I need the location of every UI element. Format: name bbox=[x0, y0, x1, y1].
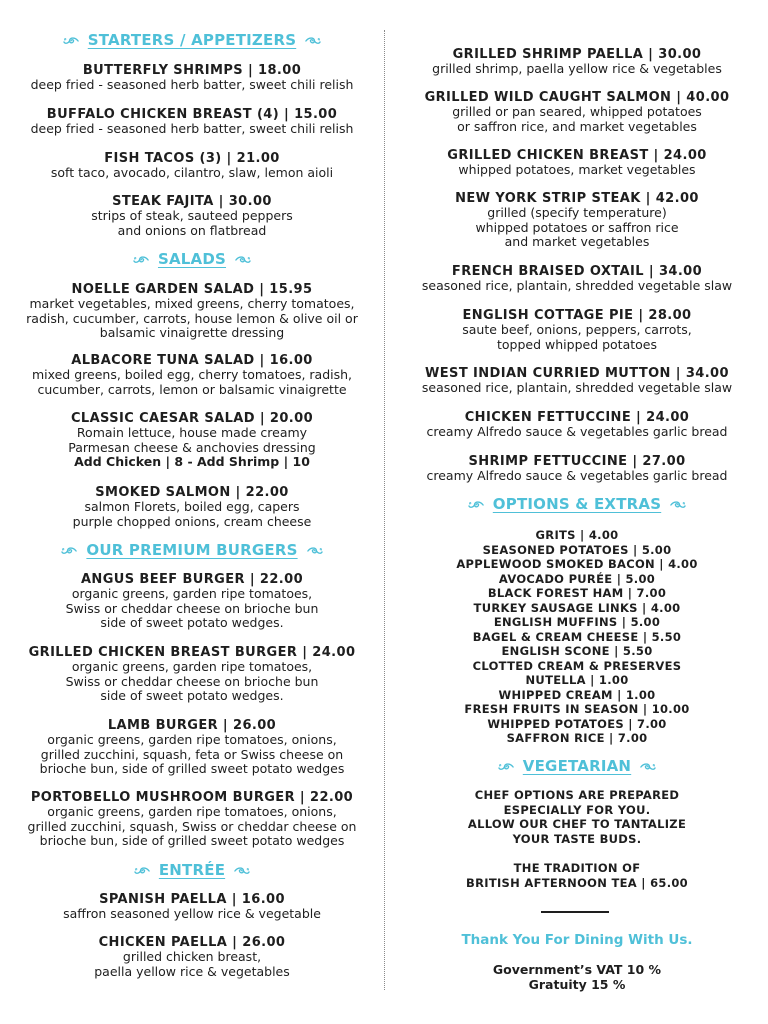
item-description: creamy Alfredo sauce & vegetables garlic bread bbox=[426, 468, 728, 483]
item-addon: Add Chicken | 8 - Add Shrimp | 10 bbox=[74, 454, 310, 469]
flourish-left-icon bbox=[134, 866, 151, 876]
menu-item bbox=[386, 454, 768, 484]
menu-item bbox=[0, 718, 384, 777]
item-description: cucumber, carrots, lemon or balsamic vinaigrette bbox=[37, 381, 347, 397]
menu-item bbox=[386, 90, 768, 134]
menu-item bbox=[0, 572, 384, 631]
item-description: grilled chicken breast, bbox=[122, 949, 262, 964]
item-description: deep fried - seasoned herb batter, sweet chili relish bbox=[30, 121, 354, 136]
item-description: brioche bun, side of grilled sweet potato wedges bbox=[39, 833, 345, 848]
menu-item bbox=[0, 282, 384, 341]
item-description: grilled shrimp, paella yellow rice & vegetables bbox=[432, 61, 722, 76]
menu-item bbox=[0, 485, 384, 529]
extra-item: AVOCADO PURÉE | 5.00 bbox=[498, 571, 656, 586]
flourish-right-icon bbox=[669, 500, 686, 510]
section-heading-vegetarian bbox=[386, 757, 768, 775]
menu-item bbox=[386, 191, 768, 250]
item-description: grilled zucchini, squash, Swiss or cheddar cheese on bbox=[27, 818, 357, 834]
item-name: GRILLED CHICKEN BREAST | 24.00 bbox=[447, 148, 707, 163]
item-name: ALBACORE TUNA SALAD | 16.00 bbox=[71, 353, 313, 368]
section-heading-options bbox=[386, 495, 768, 513]
menu-item bbox=[386, 366, 768, 396]
item-name: LAMB BURGER | 26.00 bbox=[107, 718, 277, 733]
item-description: soft taco, avocado, cilantro, slaw, lemon aioli bbox=[50, 165, 334, 180]
extra-item: WHIPPED POTATOES | 7.00 bbox=[487, 716, 667, 731]
afternoon-tea: THE TRADITION OF bbox=[513, 861, 641, 875]
item-name: FRENCH BRAISED OXTAIL | 34.00 bbox=[451, 264, 703, 279]
vegetarian-note: ALLOW OUR CHEF TO TANTALIZE bbox=[467, 817, 687, 831]
column-divider bbox=[384, 30, 385, 990]
section-heading-salads bbox=[0, 250, 384, 268]
thank-you-message: Thank You For Dining With Us. bbox=[461, 932, 693, 948]
item-name: SHRIMP FETTUCCINE | 27.00 bbox=[468, 454, 686, 469]
menu-item bbox=[386, 410, 768, 440]
item-description: saffron seasoned yellow rice & vegetable bbox=[63, 906, 321, 921]
afternoon-tea: BRITISH AFTERNOON TEA | 65.00 bbox=[466, 875, 688, 890]
tax-line: Gratuity 15 % bbox=[528, 977, 626, 992]
divider-rule bbox=[541, 911, 609, 913]
menu-item bbox=[0, 935, 384, 979]
item-description: paella yellow rice & vegetables bbox=[94, 963, 290, 979]
item-name: BUFFALO CHICKEN BREAST (4) | 15.00 bbox=[46, 107, 338, 122]
item-description: and onions on flatbread bbox=[117, 222, 267, 238]
menu-item bbox=[0, 194, 384, 238]
item-description: grilled (specify temperature) bbox=[487, 205, 667, 220]
section-title: VEGETARIAN bbox=[522, 757, 632, 775]
menu-item bbox=[0, 892, 384, 922]
item-description: organic greens, garden ripe tomatoes, onions, bbox=[47, 732, 337, 747]
item-description: organic greens, garden ripe tomatoes, bbox=[71, 659, 313, 674]
menu-item bbox=[386, 264, 768, 294]
flourish-left-icon bbox=[468, 500, 485, 510]
section-heading-burgers bbox=[0, 541, 384, 559]
item-description: topped whipped potatoes bbox=[497, 336, 657, 352]
item-description: radish, cucumber, carrots, house lemon & olive oil or bbox=[26, 310, 358, 326]
item-name: NOELLE GARDEN SALAD | 15.95 bbox=[71, 282, 313, 297]
flourish-left-icon bbox=[498, 762, 515, 772]
section-title: SALADS bbox=[157, 250, 227, 268]
item-description: balsamic vinaigrette dressing bbox=[99, 325, 285, 340]
flourish-right-icon bbox=[304, 36, 321, 46]
item-name: NEW YORK STRIP STEAK | 42.00 bbox=[455, 191, 699, 206]
item-name: GRILLED CHICKEN BREAST BURGER | 24.00 bbox=[28, 645, 356, 660]
extra-item: BLACK FOREST HAM | 7.00 bbox=[487, 586, 667, 600]
section-title: OPTIONS & EXTRAS bbox=[492, 495, 662, 513]
item-name: WEST INDIAN CURRIED MUTTON | 34.00 bbox=[425, 366, 729, 381]
extra-item: SAFFRON RICE | 7.00 bbox=[506, 731, 648, 745]
menu-item bbox=[386, 308, 768, 352]
item-description: salmon Florets, boiled egg, capers bbox=[84, 499, 300, 514]
section-heading-starters bbox=[0, 31, 384, 49]
item-description: Romain lettuce, house made creamy bbox=[76, 425, 308, 440]
flourish-left-icon bbox=[61, 546, 78, 556]
item-name: ANGUS BEEF BURGER | 22.00 bbox=[80, 572, 304, 587]
flourish-right-icon bbox=[233, 866, 250, 876]
extra-item: ENGLISH SCONE | 5.50 bbox=[501, 644, 653, 658]
flourish-right-icon bbox=[234, 255, 251, 265]
item-description: market vegetables, mixed greens, cherry tomatoes, bbox=[29, 296, 355, 311]
item-description: whipped potatoes, market vegetables bbox=[458, 162, 696, 177]
item-description: seasoned rice, plantain, shredded vegetable slaw bbox=[421, 278, 733, 293]
item-description: strips of steak, sauteed peppers bbox=[91, 208, 293, 223]
item-description: mixed greens, boiled egg, cherry tomatoes, radish, bbox=[31, 367, 353, 382]
extra-item: GRITS | 4.00 bbox=[535, 528, 619, 542]
extra-item: CLOTTED CREAM & PRESERVES bbox=[472, 658, 682, 673]
item-description: and market vegetables bbox=[504, 234, 650, 249]
item-description: grilled or pan seared, whipped potatoes bbox=[452, 104, 702, 119]
flourish-left-icon bbox=[133, 255, 150, 265]
item-name: CHICKEN FETTUCCINE | 24.00 bbox=[464, 410, 690, 425]
item-name: CLASSIC CAESAR SALAD | 20.00 bbox=[70, 411, 314, 426]
section-title: ENTRÉE bbox=[158, 861, 226, 879]
menu-item bbox=[0, 107, 384, 137]
item-description: Swiss or cheddar cheese on brioche bun bbox=[65, 673, 319, 689]
item-description: grilled zucchini, squash, feta or Swiss cheese on bbox=[40, 746, 344, 762]
extra-item: WHIPPED CREAM | 1.00 bbox=[498, 687, 656, 702]
vegetarian-note: ESPECIALLY FOR YOU. bbox=[503, 802, 651, 817]
section-title: OUR PREMIUM BURGERS bbox=[86, 541, 298, 559]
flourish-right-icon bbox=[639, 762, 656, 772]
item-description: Swiss or cheddar cheese on brioche bun bbox=[65, 600, 319, 616]
flourish-left-icon bbox=[63, 36, 80, 46]
menu-item bbox=[0, 645, 384, 704]
extra-item: ENGLISH MUFFINS | 5.00 bbox=[493, 615, 661, 629]
item-description: Parmesan cheese & anchovies dressing bbox=[68, 439, 316, 455]
vegetarian-note: YOUR TASTE BUDS. bbox=[512, 831, 642, 846]
extra-item: NUTELLA | 1.00 bbox=[525, 673, 629, 687]
item-name: GRILLED WILD CAUGHT SALMON | 40.00 bbox=[424, 90, 730, 105]
item-description: brioche bun, side of grilled sweet potato wedges bbox=[39, 761, 345, 776]
extra-item: BAGEL & CREAM CHEESE | 5.50 bbox=[472, 629, 682, 644]
item-name: ENGLISH COTTAGE PIE | 28.00 bbox=[462, 308, 692, 323]
item-description: seasoned rice, plantain, shredded vegetable slaw bbox=[421, 380, 733, 395]
item-name: GRILLED SHRIMP PAELLA | 30.00 bbox=[452, 47, 702, 62]
extra-item: APPLEWOOD SMOKED BACON | 4.00 bbox=[456, 557, 698, 571]
menu-item bbox=[0, 63, 384, 93]
item-name: STEAK FAJITA | 30.00 bbox=[112, 194, 272, 209]
item-description: side of sweet potato wedges. bbox=[100, 615, 284, 630]
item-name: PORTOBELLO MUSHROOM BURGER | 22.00 bbox=[30, 790, 354, 805]
extra-item: TURKEY SAUSAGE LINKS | 4.00 bbox=[473, 600, 681, 615]
menu-item bbox=[0, 790, 384, 849]
menu-item bbox=[386, 47, 768, 77]
item-name: SMOKED SALMON | 22.00 bbox=[95, 485, 289, 500]
item-description: saute beef, onions, peppers, carrots, bbox=[462, 322, 692, 337]
item-name: FISH TACOS (3) | 21.00 bbox=[104, 151, 280, 166]
menu-item bbox=[386, 148, 768, 178]
section-heading-entree bbox=[0, 861, 384, 879]
item-description: organic greens, garden ripe tomatoes, bbox=[71, 586, 313, 601]
item-name: CHICKEN PAELLA | 26.00 bbox=[98, 935, 286, 950]
menu-item bbox=[0, 151, 384, 181]
extra-item: SEASONED POTATOES | 5.00 bbox=[482, 542, 672, 557]
menu-item bbox=[0, 353, 384, 397]
vegetarian-note: CHEF OPTIONS ARE PREPARED bbox=[474, 788, 680, 802]
flourish-right-icon bbox=[306, 546, 323, 556]
tax-line: Government’s VAT 10 % bbox=[492, 962, 662, 977]
item-description: deep fried - seasoned herb batter, sweet chili relish bbox=[30, 77, 354, 92]
item-name: SPANISH PAELLA | 16.00 bbox=[99, 892, 285, 907]
item-description: creamy Alfredo sauce & vegetables garlic bread bbox=[426, 424, 728, 439]
item-description: or saffron rice, and market vegetables bbox=[457, 118, 697, 134]
item-description: organic greens, garden ripe tomatoes, onions, bbox=[47, 804, 337, 819]
item-description: whipped potatoes or saffron rice bbox=[475, 219, 679, 235]
extra-item: FRESH FRUITS IN SEASON | 10.00 bbox=[464, 702, 690, 716]
section-title: STARTERS / APPETIZERS bbox=[87, 31, 297, 49]
item-description: purple chopped onions, cream cheese bbox=[72, 513, 312, 529]
item-name: BUTTERFLY SHRIMPS | 18.00 bbox=[82, 63, 302, 78]
item-description: side of sweet potato wedges. bbox=[100, 688, 284, 703]
menu-item bbox=[0, 411, 384, 470]
